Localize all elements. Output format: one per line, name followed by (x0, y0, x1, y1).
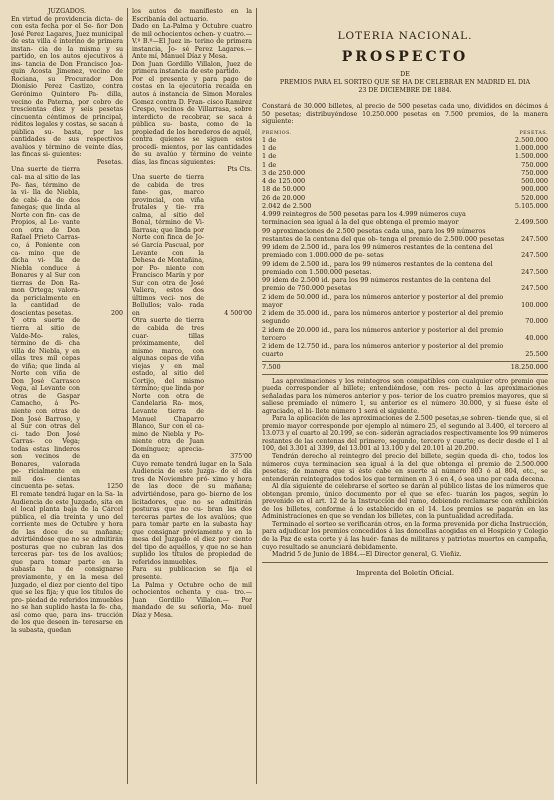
prospecto-paragraph: Al día siguiente de celebrarse el sorteo se darán al público listas de los números que obtengan premio, único documento por el que se efec- tuarán los pagos, según lo prevenido en el art. 12 de la Instrucción del ramo, debiendo reclamarse con exhibición de los billetes, conforme á lo establecido en el 14. Los premios se pagarán en las Administraciones en que se vendan los billetes, con la puntualidad acreditada. (262, 483, 548, 521)
prospecto-title: PROSPECTO (341, 49, 469, 65)
prize-row (262, 169, 548, 177)
prize-label: 99 idem de 2.500 id., para los 99 números restantes de la centena del premiado con 1.500.000 pesetas. (262, 259, 493, 276)
prize-row (262, 260, 548, 277)
prize-row (262, 152, 548, 160)
prize-label: 99 aproximaciones de 2.500 pesetas cada una, para los 99 números restantes de la centena del que ob- tenga el premio de 2.500.000 pesetas (262, 226, 505, 243)
prize-label: 4 de 125.000 (262, 177, 306, 186)
signature: Madrid 5 de Junio de 1884.—El Director general, G. Vieñiz. (272, 551, 462, 559)
notice-paragraph: La Palma y Octubre ocho de mil ochocientos ochenta y cua- tro.—Juan Gordillo Villalon.— Por mandado de su señoría, Ma- nuel Díaz y Mesa. (132, 581, 252, 619)
pesetas-label: PESETAS. (519, 130, 548, 136)
prospecto-paragraph: Las aproximaciones y los reintegros son compatibles con cualquier otro premio que pueda corresponder al billete; entendiéndose, con res- pecto á las aproximaciones señaladas para los números anterior y pos- terior de los cuatro premios mayores, que si saliese premiado el número 1, su anterior es el número 30.000, y si fuese éste el agraciado, el bi- llete número 1 será el siguiente. (262, 377, 548, 415)
prospecto-body (262, 378, 548, 559)
prize-label: 1 de (262, 144, 277, 153)
prize-row (262, 309, 548, 326)
lottery-title: LOTERIA NACIONAL. (337, 30, 473, 42)
prospecto-header (262, 71, 548, 95)
prize-row (262, 161, 548, 169)
prospecto-intro: Constará de 30.000 billetes, al precio de 500 pesetas cada uno, divididos en décimos á 50 pesetas; distribuyéndose 10.250.000 pesetas en 7.500 premios, de la manera siguiente: (262, 103, 548, 126)
prize-label: 2 idem de 35.000 id., para los números anterior y posterior al del premio segundo (262, 309, 504, 326)
finca-price: 200 (110, 309, 123, 317)
total-amount: 18.250.000 (510, 362, 548, 371)
column-juzgados (11, 8, 123, 634)
prize-row (262, 185, 548, 193)
prospecto-header-line: PREMIOS PARA EL SORTEO QUE SE HA DE CELEBRAR EN MADRID EL DIA (279, 79, 531, 86)
prize-label: 1 de (262, 160, 277, 169)
prize-row (262, 136, 548, 144)
prize-amount: 40.000 (525, 333, 548, 342)
prize-label: 2 idem de 50.000 id., para los números anterior y posterior al del premio mayor (262, 292, 504, 309)
prize-amount: 100.000 (521, 300, 548, 309)
prize-amount: 750.000 (521, 168, 548, 177)
finca-price: 1250 (106, 483, 123, 491)
pesetas-label: Pesetas. (96, 158, 123, 166)
divider (262, 374, 548, 375)
total-count: 7.500 (262, 362, 281, 371)
prize-row (262, 276, 548, 293)
prize-amount: 2.500.000 (514, 135, 548, 144)
finca-description: Otra suerte de tierra de cabida de tres cuar- tillas próximamente, del mismo marco, con algunas cepas de viña viejas y en mal estado, al sitio del Cortijo, del mismo término; que linda por Norte con otra de Candelaria Ra- mos, Levante tierra de Manuel Chaparro Blanco, Sur con el ca- mino de Niebla y Po- niente otra de Juan Domínguez; aprecia- da en (132, 317, 204, 461)
prize-table (262, 136, 548, 359)
prize-row (262, 227, 548, 244)
prize-amount: 247.500 (521, 234, 548, 243)
prize-label: 4.999 reintegros de 500 pesetas para los 4.999 números cuya terminacion sea igual á la del que obtenga el premio mayor (262, 210, 466, 227)
prize-row (262, 194, 548, 202)
prize-label: 18 de 50.000 (262, 185, 306, 194)
prize-label: 99 idem de 2.500 id. para los 99 números restantes de la centena del premio de 750.000 pesetas (262, 276, 491, 293)
prize-amount: 25.500 (525, 350, 548, 359)
prize-amount: 1.000.000 (514, 144, 548, 153)
finca-description: Una suerte de tierra cal- ma al sitio de las Pe- ñas, término de la vi- lla de Niebla, de cabi- da de dos fanegas; que linda al Norte con fin- cas de Propios, al Le- vante con otra de Don Rafael Prieto Carras- co, á Poniente con ca- mino que de dicha vi- lla de Niebla conduce á Bonares y al Sur con tierras de Don Ra- mon Ortega; valora- da pericialmente en la cantidad de doscientas pesetas. (11, 166, 80, 317)
prize-label: 26 de 20.000 (262, 193, 306, 202)
notice-paragraph: En virtud de providencia dicta- de con esta fecha por el Se- ñor Don José Perez Lagares, Juez municipal de esta villa é interino de primera instan- cia de la misma y su partido, en los autos ejecutivos á ins- tancia de Don Francisco Joa- quin Acosta Jimenez, vecino de Rociana, su Procurador Don Dionisio Perez Castizo, contra Gerónimo Quintero Pa- dilla, vecino de Paterna, por cobro de trescientas diez y seis pesetas cincuenta céntimos de principal, réditos legales y costas, se sacan á pública su- basta, por las cantidades de sus respectivos avalúos y término de veinte días, las fincas si- guientes: (11, 15, 123, 159)
prize-row (262, 202, 548, 210)
prize-amount: 2.499.500 (514, 218, 548, 227)
notice-paragraph: Dado en La-Palma y Octubre cuatro de mil ochocientos ochen- y cuatro.—V.º B.º—El Juez in- terino de primera instancia, Jo- sé Perez Lagares.—Ante mí, Manuel Díaz y Mesa. (132, 23, 252, 61)
prize-amount: 247.500 (521, 284, 548, 293)
notice-paragraph: Para su publicacion se fija el presente. (132, 566, 252, 582)
prize-amount: 247.500 (521, 251, 548, 260)
column-second (132, 8, 252, 619)
prize-label: 3 de 250.000 (262, 168, 306, 177)
prize-amount: 70.000 (525, 317, 548, 326)
column-divider (127, 8, 128, 784)
prize-label: 2.042 de 2.500 (262, 201, 312, 210)
prize-amount: 520.000 (521, 193, 548, 202)
prize-amount: 500.000 (521, 177, 548, 186)
prize-amount: 1.500.000 (514, 152, 548, 161)
notice-paragraph: El remate tendrá lugar en la Sa- la Audiencia de este Juzgado, sita en el local planta baja de la Cárcel pública, el día treinta y uno del corriente mes de Octubre y hora de las doce de su mañana; advirtiéndose que no se admitirán posturas que no cubran las dos terceras par- tes de los avalúos; que para tomar parte en la subasta ha de consignarse previamente, y en la mesa del Juzgado, el diez por ciento del tipo que se les fija; y que los títulos de pro- piedad de referidos inmuebles no se han suplido hasta la fe- cha, así como que, para ins- trucción de los que deseen in- teresarse en la subasta, quedan (11, 491, 123, 634)
prize-row (262, 177, 548, 185)
prospecto-paragraph: Terminado el sorteo se verificarán otros, en la forma prevenida por dicha Instrucción, para adjudicar los premios concedidos á las doncellas acogidas en el Hospicio y Colegio de la Paz de esta corte y á las huér- fanas de militares y patriotas muertos en campaña, cuyo resultado se anunciará debidamente. (262, 520, 548, 551)
prize-label: 2 idem de 20.000 id., para los números anterior y posterior al del premio tercero (262, 325, 504, 342)
prize-amount: 5.105.000 (514, 201, 548, 210)
finca-description: Una suerte de tierra de cabida de tres fane- gas, marco provincial, con viña frutales y tie- rra calma, al sitio del Bonal, término de Vi- llarrasa; que linda por Norte con finca de Jo- sé García Pascual, por Levante con la Dehesa de Montañina, por Po- niente con Francisco Marín y por Sur con otra de José Valiera, estos dos últimos veci- nos de Bollullos; valo- rada en (132, 174, 204, 317)
notice-paragraph: los autos de manifiesto en la Escribanía del actuario. (132, 8, 252, 23)
prize-row (262, 293, 548, 310)
prospecto-header-line: DE (400, 71, 410, 78)
notice-paragraph: Don Juan Gordillo Villalon, Juez de primera instancia de este partido. (132, 60, 252, 76)
prize-amount: 247.500 (521, 267, 548, 276)
column-divider (256, 8, 257, 784)
prize-row (262, 326, 548, 343)
divider (262, 562, 548, 563)
prize-row (262, 342, 548, 359)
pts-label: Pts Cts. (227, 166, 252, 174)
prize-amount: 900.000 (521, 185, 548, 194)
notice-paragraph: Cuyo remate tendrá lugar en la Sala Audiencia de este Juzga- do el día tres de Noviembre pró- ximo y hora de las doce de su mañana; advirtiéndose, para go- bierno de los licitadores, que no se admitirán posturas que no cu- bran las dos terceras partes de los avalúos; que para tomar parte en la subasta hay que consignar préviamente y en la mesa del Juzgado el diez por ciento del tipo de aquéllos, y que no se han suplido los títulos de propiedad de referidos inmuebles. (132, 460, 252, 566)
prize-row (262, 210, 548, 227)
prospecto-header-line: 23 DE DICIEMBRE DE 1884. (358, 87, 452, 94)
prize-amount: 750.000 (521, 160, 548, 169)
section-heading: JUZGADOS. (47, 8, 87, 15)
prospecto-paragraph: Para la aplicación de las aproximaciones de 2.500 pesetas,se sobren- tiende que, si el premio mayor corresponde por ejemplo al número 25, el segundo al 3.400, el tercero al 13.073 y el cuarto al 20.199, se con- siderán agraciados respectivamente los 99 números restantes de las centenas del primero, segundo, tercero y cuarto; es decir desde el 1 al 100, del 3.301 al 3399, del 13.001 al 13.100 y del 20.101 al 20.200. (262, 415, 548, 453)
prize-label: 1 de (262, 135, 277, 144)
prize-label: 1 de (262, 152, 277, 161)
column-loteria (262, 6, 548, 577)
prize-label: 99 idem de 2.500 id., para los 99 números restantes de la centena del premiado con 1.000.000 de pe- setas (262, 243, 493, 260)
prize-label: 2 idem de 12.750 id., para los números anterior y posterior al del premio cuarto (262, 342, 504, 359)
finca-description: Y otra suerte de tierra al sitio de Valde-Mo- rales, término de di- cha villa de Niebla, y en ellas tres mil cepas de viña; que linda al Norte con viña de Don José Carrasco Vega, al Levante con otras de Gaspar Camacho, á Po- niente con otras de Don José Barroso, y al Sur con otras del ci- tado Don José Carras- co Vega; todas estas linderos son vecinos de Bonares, valorada pe- ricialmente en mil dos- cientas cincuenta pe- setas. (11, 317, 80, 491)
prize-totals (262, 361, 548, 371)
prize-row (262, 144, 548, 152)
finca-price: 4 500'00 (224, 309, 252, 317)
printer-footer: Imprenta del Boletín Oficial. (356, 568, 454, 577)
prize-row (262, 243, 548, 260)
notice-paragraph: Por el presente y para pago de costas en la ejecutoria recaída en autos á instancia de Simon Morales Gomez contra D. Fran- cisco Ramirez Crespo, vecinos de Villarrasa, sobre interdicto de recobrar, se saca á pública su- basta, como de la propiedad de los herederos de aquél, contra quienes se siguen estos procedi- mientos, por las cantidades de su avalúo y término de veinte días, las fincas siguientes: (132, 75, 252, 166)
finca-price: 375'00 (230, 453, 252, 461)
prospecto-paragraph: Tendrán derecho al reintegro del precio del billete, según queda di- cho, todos los números cuya terminacion sea igual á la del que obtenga el premio de 2.500.000 pesetas; de manera que si éste cabe en suerte al número 803 ó al 804, etc., se entenderán reintegrados todos los que terminen en 3 ó en 4, ó sea uno por cada decena. (262, 453, 548, 483)
premios-label: PREMIOS. (262, 130, 292, 136)
